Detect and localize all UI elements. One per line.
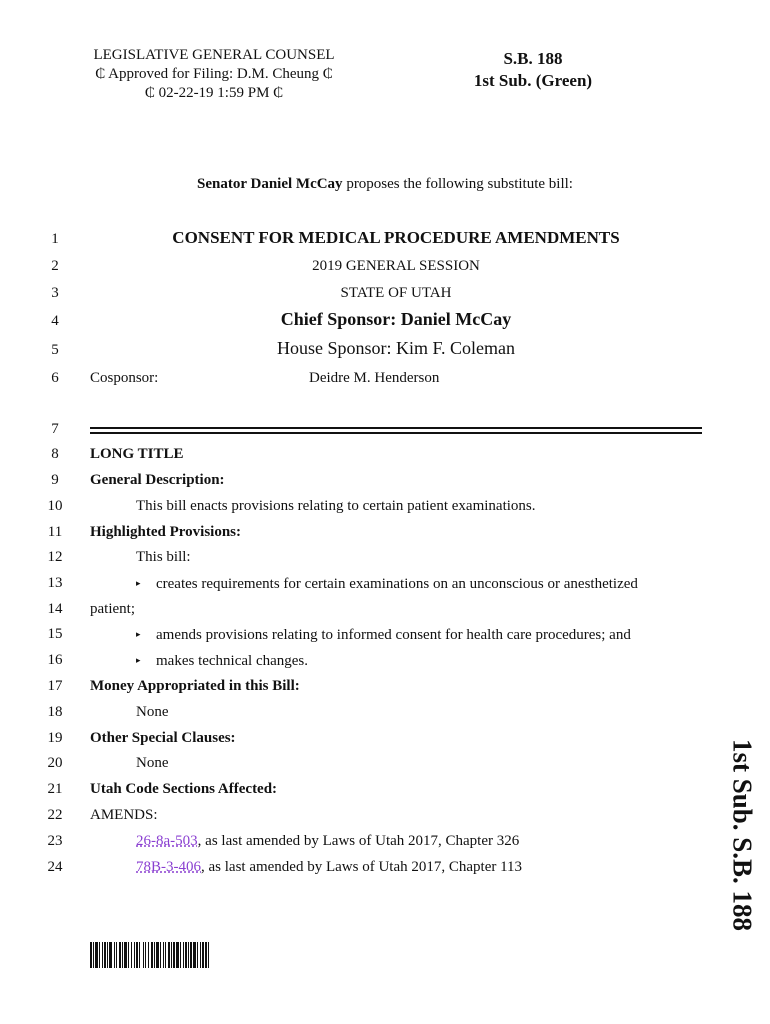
line-number: 19 (47, 730, 63, 746)
line-number: 9 (51, 472, 59, 488)
line-number: 10 (47, 498, 63, 514)
code-section-text: , as last amended by Laws of Utah 2017, Chapter 113 (201, 859, 523, 875)
provision-text: makes technical changes. (156, 653, 309, 669)
money-heading: Money Appropriated in this Bill: (90, 678, 300, 694)
special-clauses-value: None (136, 755, 169, 771)
line-number: 13 (47, 575, 63, 591)
line-number: 5 (51, 342, 59, 358)
divider-rule (90, 427, 702, 429)
line-number: 21 (47, 781, 63, 797)
barcode (90, 942, 284, 968)
bill-title: CONSENT FOR MEDICAL PROCEDURE AMENDMENTS (172, 228, 620, 247)
proposal-text: proposes the following substitute bill: (342, 176, 573, 192)
line-number: 15 (47, 626, 63, 642)
line-number: 24 (47, 859, 63, 875)
proposal-line (0, 176, 770, 193)
line-number: 20 (47, 755, 63, 771)
line-number: 22 (47, 807, 63, 823)
substitute-label: 1st Sub. (Green) (473, 71, 593, 90)
line-number: 12 (47, 549, 63, 565)
bill-number: S.B. 188 (503, 49, 563, 68)
money-value: None (136, 704, 169, 720)
line-number: 8 (51, 446, 59, 462)
house-sponsor: House Sponsor: Kim F. Coleman (276, 338, 516, 358)
this-bill-label: This bill: (136, 549, 191, 565)
sidebar-label-text: 1st Sub. S.B. 188 (727, 738, 758, 932)
cosponsor-label: Cosponsor: (90, 370, 159, 386)
proposal-sponsor: Senator Daniel McCay (197, 176, 343, 192)
chief-sponsor: Chief Sponsor: Daniel McCay (280, 309, 512, 329)
general-description-heading: General Description: (90, 472, 225, 488)
special-clauses-heading: Other Special Clauses: (90, 730, 236, 746)
sidebar-label (722, 730, 762, 940)
code-section-link[interactable]: 26-8a-503 (136, 833, 198, 849)
code-sections-heading: Utah Code Sections Affected: (90, 781, 278, 797)
line-number: 11 (47, 524, 63, 540)
provision-text: amends provisions relating to informed consent for health care procedures; and (156, 627, 631, 643)
session: 2019 GENERAL SESSION (312, 258, 480, 274)
line-number: 14 (47, 601, 63, 617)
line-number: 1 (51, 231, 59, 247)
date-line: ₵ 02-22-19 1:59 PM ₵ (144, 85, 284, 101)
highlighted-provisions-heading: Highlighted Provisions: (90, 524, 241, 540)
bullet-icon: ▸ (136, 629, 141, 639)
provision-item (136, 651, 308, 670)
long-title-heading: LONG TITLE (90, 446, 184, 462)
state: STATE OF UTAH (340, 285, 452, 301)
approval-line: ₵ Approved for Filing: D.M. Cheung ₵ (95, 66, 333, 82)
provision-continuation: patient; (90, 601, 135, 617)
code-section-link[interactable]: 78B-3-406 (136, 859, 201, 875)
line-number: 17 (47, 678, 63, 694)
bullet-icon: ▸ (136, 578, 141, 588)
header-right (455, 48, 611, 92)
code-section-entry (136, 832, 519, 850)
line-number: 6 (51, 370, 59, 386)
divider-rule (90, 432, 702, 434)
header-left (88, 46, 340, 103)
line-number: 7 (51, 421, 59, 437)
line-number: 23 (47, 833, 63, 849)
office-name: LEGISLATIVE GENERAL COUNSEL (93, 47, 335, 63)
provision-item (136, 625, 631, 644)
cosponsor-name: Deidre M. Henderson (309, 370, 440, 386)
bullet-icon: ▸ (136, 655, 141, 665)
code-section-entry (136, 858, 522, 876)
line-number: 2 (51, 258, 59, 274)
general-description: This bill enacts provisions relating to certain patient examinations. (136, 498, 536, 514)
code-section-text: , as last amended by Laws of Utah 2017, Chapter 326 (197, 833, 520, 849)
line-number: 4 (51, 313, 59, 329)
provision-text: creates requirements for certain examinations on an unconscious or anesthetized (156, 576, 638, 592)
line-number: 16 (47, 652, 63, 668)
line-number: 18 (47, 704, 63, 720)
provision-item (136, 574, 638, 593)
amends-label: AMENDS: (90, 807, 158, 823)
line-number: 3 (51, 285, 59, 301)
